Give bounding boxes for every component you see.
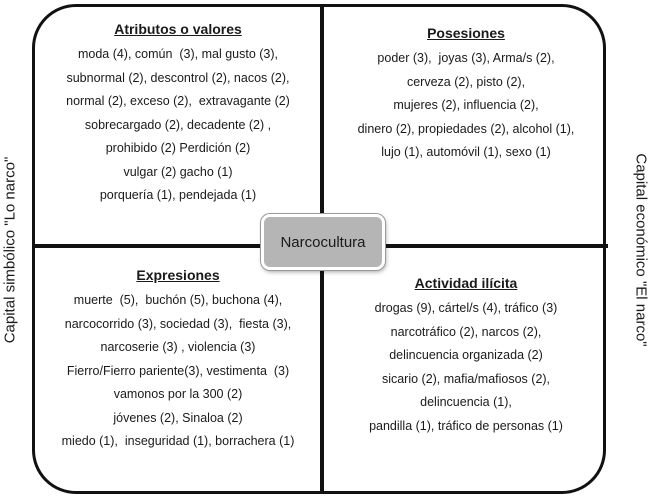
term-line: prohibido (2) Perdición (2) bbox=[105, 141, 251, 155]
term-line: dinero (2), propiedades (2), alcohol (1), bbox=[357, 121, 575, 136]
quadrant-title: Atributos o valores bbox=[114, 21, 242, 37]
term-line: subnormal (2), descontrol (2), nacos (2), bbox=[66, 70, 290, 85]
term-line: vamonos por la 300 (2) bbox=[113, 387, 243, 401]
term-line: poder (3), joyas (3), Arma/s (2), bbox=[377, 51, 555, 65]
term-line: delincuencia organizada (2) bbox=[389, 348, 543, 362]
term-line: lujo (1), automóvil (1), sexo (1) bbox=[381, 145, 551, 159]
quadrant-possessions bbox=[326, 25, 606, 165]
term-line: narcocorrido (3), sociedad (3), fiesta (3), bbox=[64, 316, 292, 331]
term-line: jóvenes (2), Sinaloa (2) bbox=[113, 410, 243, 425]
term-line: pandilla (1), tráfico de personas (1) bbox=[369, 418, 563, 433]
term-line: narcotráfico (2), narcos (2), bbox=[390, 324, 542, 339]
left-axis-label: Capital simbólico "Lo narco" bbox=[1, 156, 19, 344]
center-node: Narcocultura bbox=[261, 214, 385, 270]
term-line: cerveza (2), pisto (2), bbox=[406, 74, 526, 89]
right-axis-label: Capital económico "El narco" bbox=[632, 153, 650, 347]
term-line: porquería (1), pendejada (1) bbox=[99, 188, 257, 202]
term-line: miedo (1), inseguridad (1), borrachera (1) bbox=[61, 434, 295, 448]
term-line: sobrecargado (2), decadente (2) , bbox=[84, 117, 272, 132]
quadrant-title: Posesiones bbox=[427, 25, 505, 41]
term-line: sicario (2), mafia/mafiosos (2), bbox=[381, 371, 551, 386]
term-line: moda (4), común (3), mal gusto (3), bbox=[77, 47, 279, 61]
term-line: delincuencia (1), bbox=[420, 395, 512, 409]
quadrant-title: Actividad ilícita bbox=[414, 275, 518, 291]
term-line: drogas (9), cártel/s (4), tráfico (3) bbox=[374, 301, 558, 315]
term-line: narcoserie (3) , violencia (3) bbox=[100, 340, 256, 354]
quadrant-attributes bbox=[36, 21, 320, 208]
term-line: vulgar (2) gacho (1) bbox=[123, 164, 233, 179]
term-line: normal (2), exceso (2), extravagante (2) bbox=[66, 94, 290, 108]
quadrant-title: Expresiones bbox=[136, 267, 220, 283]
term-line: muerte (5), buchón (5), buchona (4), bbox=[73, 293, 283, 307]
term-line: Fierro/Fierro pariente(3), vestimenta (3) bbox=[66, 363, 290, 378]
term-line: mujeres (2), influencia (2), bbox=[393, 98, 539, 112]
quadrant-expressions bbox=[36, 267, 320, 454]
quadrant-illicit-activity bbox=[326, 275, 606, 438]
